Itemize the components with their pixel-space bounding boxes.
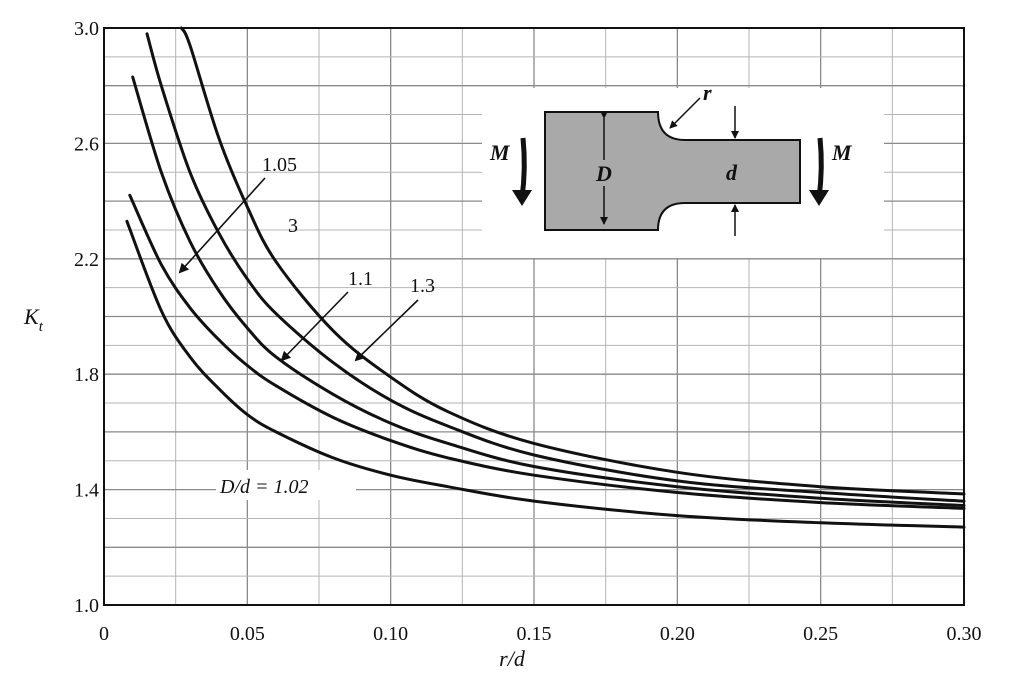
y-tick-label: 1.0 bbox=[74, 595, 99, 617]
moment-label-right: M bbox=[832, 140, 852, 165]
y-tick-label: 1.4 bbox=[74, 479, 99, 502]
moment-label-left: M bbox=[490, 140, 510, 165]
x-axis-title: r/d bbox=[499, 646, 525, 671]
x-tick-label: 0.25 bbox=[803, 623, 839, 645]
small-dimension-label: d bbox=[726, 160, 737, 185]
y-tick-label: 1.8 bbox=[74, 364, 99, 387]
y-axis-title-sub: t bbox=[38, 319, 43, 335]
y-tick-label: 2.2 bbox=[74, 248, 99, 271]
moment-arrow-right bbox=[819, 138, 821, 198]
radius-label: r bbox=[703, 80, 712, 105]
x-tick-label: 0.30 bbox=[946, 623, 982, 645]
x-tick-label: 0.10 bbox=[373, 623, 409, 645]
y-tick-label: 3.0 bbox=[74, 18, 99, 40]
specimen-diagram bbox=[482, 80, 884, 258]
x-tick-label: 0.20 bbox=[659, 623, 695, 645]
y-axis-title-main: K bbox=[24, 304, 39, 329]
x-tick-label: 0.15 bbox=[516, 623, 552, 645]
x-tick-label: 0.05 bbox=[229, 623, 265, 645]
curve-label-dd-1-02: D/d = 1.02 bbox=[220, 476, 309, 498]
big-dimension-label: D bbox=[596, 161, 612, 186]
x-tick-label: 0 bbox=[99, 623, 109, 645]
curve-label-1-1: 1.1 bbox=[348, 268, 373, 290]
curve-label-3: 3 bbox=[288, 215, 298, 237]
curve-label-1-3: 1.3 bbox=[410, 275, 435, 297]
curve-label-1-05: 1.05 bbox=[262, 154, 297, 176]
moment-arrow-left bbox=[522, 138, 524, 198]
y-tick-label: 2.6 bbox=[74, 133, 99, 156]
